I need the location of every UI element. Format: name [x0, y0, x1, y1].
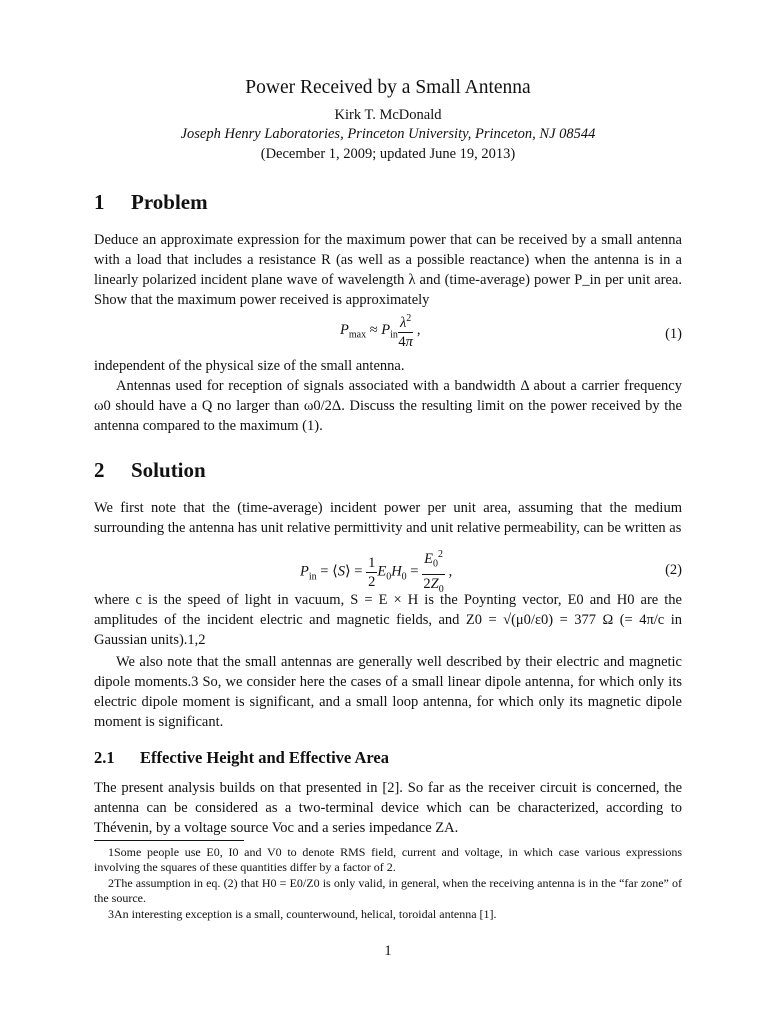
footnote-rule — [94, 840, 244, 841]
section-2-paragraph-2: where c is the speed of light in vacuum, S = E × H is the Poynting vector, E0 and H0 are the amplitudes of the incident electric and magnetic fields, and Z0 = √(μ0/ε0) = 377 Ω (= 4π/c in Gaussian units).1,2 — [94, 592, 682, 648]
section-number: 1 — [94, 190, 105, 214]
section-title: Problem — [131, 190, 208, 214]
section-2-paragraph-1: We first note that the (time-average) incident power per unit area, assuming that the medium surrounding the antenna has unit relative permittivity and unit relative permeability, can be written as — [94, 500, 682, 536]
date: (December 1, 2009; updated June 19, 2013) — [260, 146, 516, 162]
section-1-paragraph-1: Deduce an approximate expression for the maximum power that can be received by a small antenna with a load that includes a resistance R (as well as a possible reactance) when the antenna is in a linearly polarized incident plane wave of wavelength λ and (time-average) power P_in per unit area. Show that the maximum power received is approximately — [94, 232, 682, 308]
footnote-3: 3An interesting exception is a small, counterwound, helical, toroidal antenna [1]. — [108, 907, 497, 921]
equation-2-body: $P_{in}$ = ⟨S⟩ = $\frac{1}{2}$ $E_0H_0$ = $\frac{E_0^2}{2Z_0}$ , — [300, 546, 452, 599]
affiliation: Joseph Henry Laboratories, Princeton University, Princeton, NJ 08544 — [180, 126, 596, 142]
paper-title: Power Received by a Small Antenna — [245, 77, 531, 98]
section-1-heading — [94, 190, 208, 215]
equation-1 — [94, 310, 682, 358]
section-1-paragraph-2: independent of the physical size of the small antenna. — [94, 358, 405, 374]
equation-1-number: (1) — [665, 326, 682, 342]
equation-2 — [94, 546, 682, 594]
section-2-heading — [94, 458, 206, 483]
equation-2-number: (2) — [665, 562, 682, 578]
author: Kirk T. McDonald — [334, 107, 442, 123]
subsection-2-1-heading — [94, 748, 389, 768]
footnote-1: 1Some people use E0, I0 and V0 to denote RMS field, current and voltage, in which case various expressions involving the squares of these quantities differ by a factor of 2. — [94, 845, 682, 874]
subsection-title: Effective Height and Effective Area — [140, 748, 389, 767]
page-number: 1 — [384, 943, 392, 959]
equation-1-body: $P_{max} \approx P_{in}$ $\frac{\lambda^2}{4\pi}$ , — [340, 310, 420, 351]
footnote-2: 2The assumption in eq. (2) that H0 = E0/Z0 is only valid, in general, when the receiving antenna is in the “far zone” of the source. — [94, 876, 682, 905]
section-title: Solution — [131, 458, 206, 482]
subsection-number: 2.1 — [94, 748, 115, 767]
subsection-2-1-paragraph-1: The present analysis builds on that presented in [2]. So far as the receiver circuit is concerned, the antenna can be considered as a two-terminal device which can be characterized, according to Thévenin, by a voltage source Voc and a series impedance ZA. — [94, 780, 682, 836]
section-2-paragraph-3: We also note that the small antennas are generally well described by their electric and magnetic dipole moments.3 So, we consider here the cases of a small linear dipole antenna, for which only its electric dipole moment is significant, and a small loop antenna, for which only its magnetic dipole moment is significant. — [94, 654, 682, 730]
section-1-paragraph-3: Antennas used for reception of signals associated with a bandwidth Δ about a carrier frequency ω0 should have a Q no larger than ω0/2Δ. Discuss the resulting limit on the power received by the antenna compared to the maximum (1). — [94, 378, 682, 434]
section-number: 2 — [94, 458, 105, 482]
